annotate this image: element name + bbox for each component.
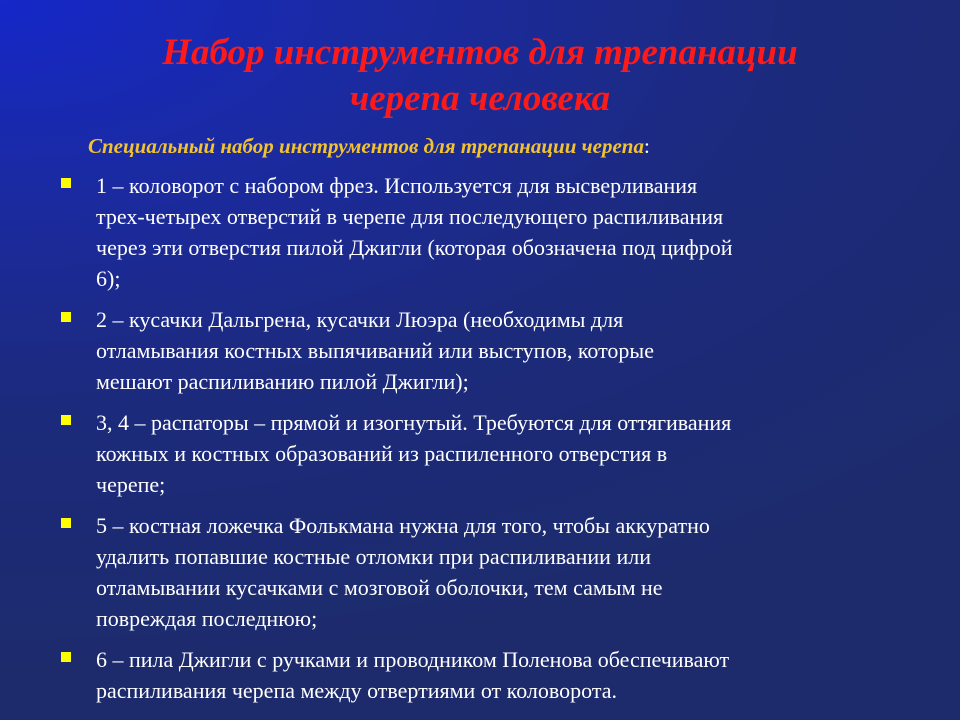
instrument-list — [0, 170, 960, 716]
list-item-text: 3, 4 – распаторы – прямой и изогнутый. Требуются для оттягивания кожных и костных образований из распиленного отверстия в черепе; — [96, 410, 732, 497]
slide-title — [40, 30, 920, 122]
list-item-text: 5 – костная ложечка Фолькмана нужна для того, чтобы аккуратно удалить попавшие костные отломки при распиливании или отламывании кусачками с мозговой оболочки, тем самым не повреждая последнюю; — [96, 513, 710, 631]
square-bullet-icon — [61, 652, 71, 662]
slide-subtitle — [88, 132, 908, 160]
square-bullet-icon — [61, 312, 71, 322]
list-item — [0, 304, 960, 397]
square-bullet-icon — [61, 178, 71, 188]
list-item-text: 2 – кусачки Дальгрена, кусачки Люэра (необходимы для отламывания костных выпячиваний или выступов, которые мешают распиливанию пилой Джигли); — [96, 307, 654, 394]
square-bullet-icon — [61, 415, 71, 425]
list-item-text: 1 – коловорот с набором фрез. Используется для высверливания трех-четырех отверстий в черепе для последующего распиливания через эти отверстия пилой Джигли (которая обозначена под цифрой 6); — [96, 173, 733, 291]
slide-subtitle-text: Специальный набор инструментов для трепанации черепа — [88, 134, 644, 158]
square-bullet-icon — [61, 518, 71, 528]
slide-subtitle-colon: : — [643, 134, 650, 158]
list-item — [0, 170, 960, 294]
list-item — [0, 510, 960, 634]
list-item — [0, 407, 960, 500]
slide-title-line-1: Набор инструментов для трепанации — [162, 32, 798, 73]
list-item-text: 6 – пила Джигли с ручками и проводником Поленова обеспечивают распиливания черепа между отвертиями от коловорота. — [96, 647, 730, 703]
list-item — [0, 644, 960, 706]
slide-title-line-2: черепа человека — [349, 78, 611, 119]
